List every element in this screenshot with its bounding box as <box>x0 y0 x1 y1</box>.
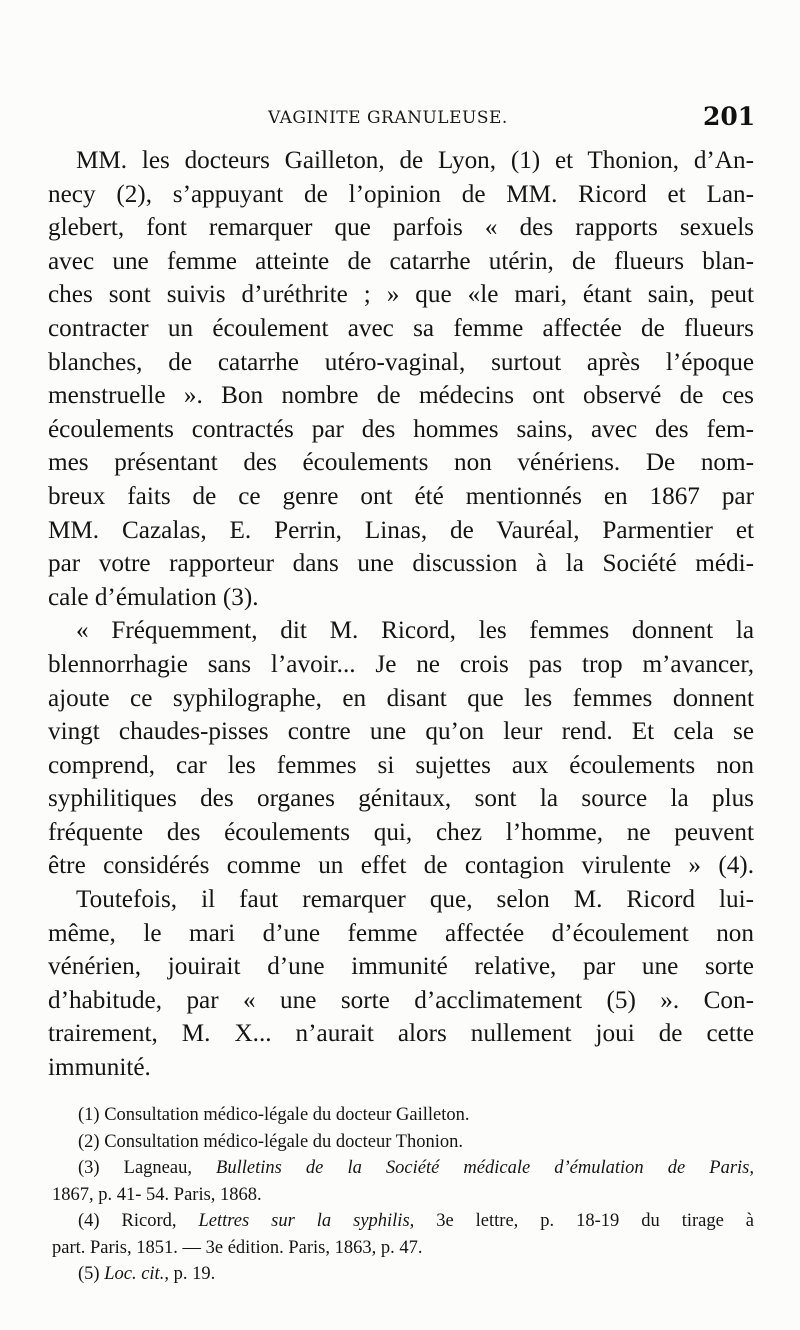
footnote-5-page: , p. 19. <box>164 1264 216 1284</box>
text-line: MM. les docteurs Gailleton, de Lyon, (1) et Thonion, d’An- <box>76 147 754 174</box>
text-line: ajoute ce syphilographe, en disant que les femmes donnent <box>48 684 754 712</box>
body-text <box>48 144 754 1085</box>
text-line: « Fréquemment, dit M. Ricord, les femmes donnent la <box>76 617 754 645</box>
text-line: cale d’émulation (3). <box>48 583 259 611</box>
text-line: contracter un écoulement avec sa femme affectée de flueurs <box>48 314 754 342</box>
footnote-4-continued: part. Paris, 1851. — 3e édition. Paris, 1863, p. 47. <box>52 1237 423 1258</box>
running-title: VAGINITE GRANULEUSE. <box>268 108 508 128</box>
text-line: blennorrhagie sans l’avoir... Je ne crois pas trop m’avancer, <box>48 650 754 678</box>
text-line: blanches, de catarrhe utéro-vaginal, surtout après l’époque <box>48 348 754 376</box>
text-line: écoulements contractés par des hommes sains, avec des fem- <box>48 415 754 443</box>
text-line: trairement, M. X... n’aurait alors nullement joui de cette <box>48 1020 754 1048</box>
text-line: être considérés comme un effet de contagion virulente » (4). <box>48 852 754 880</box>
page-number: 201 <box>703 102 756 131</box>
text-line: breux faits de ce genre ont été mentionnés en 1867 par <box>48 482 754 510</box>
footnote-2: (2) Consultation médico-légale du docteur Thonion. <box>78 1131 463 1152</box>
footnote-4 <box>78 1208 754 1235</box>
text-line: MM. Cazalas, E. Perrin, Linas, de Vauréal, Parmentier et <box>48 516 754 544</box>
text-line: mes présentant des écoulements non vénériens. De nom- <box>48 449 754 477</box>
text-line: menstruelle ». Bon nombre de médecins ont observé de ces <box>48 382 754 410</box>
footnote-5 <box>78 1261 754 1288</box>
footnote-5-num: (5) <box>78 1264 105 1284</box>
footnote-4-author: (4) Ricord, <box>78 1211 199 1231</box>
footnote-3-author: (3) Lagneau, <box>78 1158 217 1178</box>
text-line: Toutefois, il faut remarquer que, selon M. Ricord lui- <box>76 886 754 914</box>
text-line: comprend, car les femmes si sujettes aux écoulements non <box>48 751 754 779</box>
footnote-5-loc: Loc. cit. <box>104 1264 165 1284</box>
footnote-3-title: Bulletins de la Société médicale d’émulation de Paris, <box>216 1158 754 1178</box>
text-line: par votre rapporteur dans une discussion à la Société médi- <box>48 550 754 578</box>
text-line: immunité. <box>48 1054 151 1082</box>
footnote-3-continued: 1867, p. 41- 54. Paris, 1868. <box>52 1184 262 1205</box>
footnote-1: (1) Consultation médico-légale du docteur Gailleton. <box>78 1105 470 1125</box>
text-line: d’habitude, par « une sorte d’acclimatement (5) ». Con- <box>48 986 754 1014</box>
running-head <box>0 100 800 136</box>
footnote-3 <box>78 1155 754 1182</box>
text-line: vingt chaudes-pisses contre une qu’on leur rend. Et cela se <box>48 718 754 746</box>
text-line: necy (2), s’appuyant de l’opinion de MM. Ricord et Lan- <box>48 180 754 208</box>
text-line: glebert, font remarquer que parfois « des rapports sexuels <box>48 214 754 242</box>
text-line: vénérien, jouirait d’une immunité relative, par une sorte <box>48 953 754 981</box>
text-line: ches sont suivis d’uréthrite ; » que «le mari, étant sain, peut <box>48 281 754 309</box>
footnotes <box>52 1102 754 1288</box>
text-line: fréquente des écoulements qui, chez l’homme, ne peuvent <box>48 818 754 846</box>
footnote-4-title: Lettres sur la syphilis, <box>198 1211 415 1231</box>
text-line: avec une femme atteinte de catarrhe utérin, de flueurs blan- <box>48 247 754 275</box>
text-line: syphilitiques des organes génitaux, sont la source la plus <box>48 785 754 813</box>
text-line: même, le mari d’une femme affectée d’écoulement non <box>48 919 754 947</box>
footnote-4-ref: 3e lettre, p. 18-19 du tirage à <box>414 1211 754 1231</box>
